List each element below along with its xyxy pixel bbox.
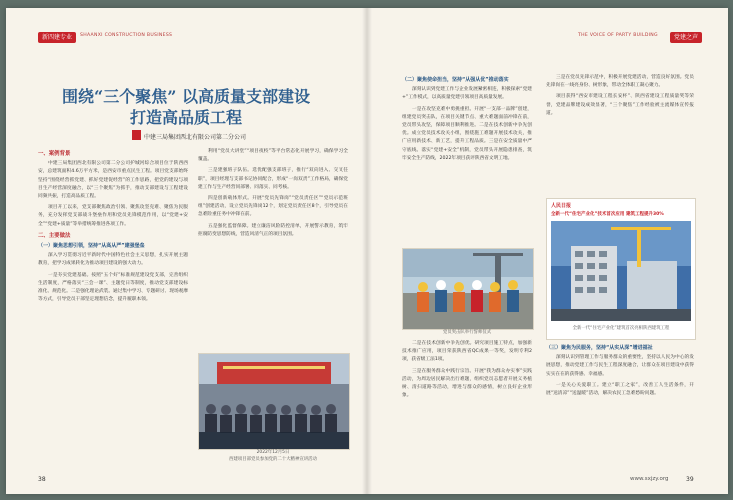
- subheading: （二）聚焦使命担当，坚持“从强从优”推动落实: [402, 77, 509, 83]
- news-caption: 全新一代“住宅产业化”建筑首次亮相陕西建筑工程: [572, 326, 670, 331]
- construction-workers-photo: [402, 248, 534, 330]
- news-headline: 全新一代“住宅产业化”技术首次应用 建筑工程提升30%: [551, 212, 664, 217]
- paragraph: 一是在攻坚克难中勇挑重担。开展“一支部一品牌”创建，组建党员突击队，在项目关键节点、重大难题面前冲锋在前，党员带头攻坚，保障项目顺利推进。二是在技术创新中争先创优。成立党员技术攻关小组，围绕施工难题开展技术攻关，推广应用新技术、新工艺，提升工程品质。三是在安全质量中严守底线。落实“党建+安全”机制，党员带头开展隐患排查，筑牢安全生产防线，2022年项目获评陕西省文明工地。: [402, 106, 532, 161]
- right-section-tag: 党建之声: [670, 32, 702, 43]
- paragraph: 利用“党员大讲堂”“项目夜校”等平台常态化开展学习，确保学习全覆盖。: [198, 149, 348, 163]
- left-page-number: 38: [38, 476, 46, 483]
- paragraph: 三是在党员先锋示范中，积极开展党建活动，营造良好氛围。党员先锋岗在一线亮身份、树形象，带动全体职工凝心聚力。: [546, 75, 694, 89]
- left-photo-caption: 西建项目部党员参加党的二十大精神宣讲活动: [229, 457, 317, 462]
- left-section-tag: 新四建专业: [38, 32, 76, 43]
- paragraph: 三是建强班子队伍。选优配强支部班子，推行“双向进入、交叉任职”，项目经理与支部书记协同配合，形成“一岗双责”工作格局，确保党建工作与生产经营同部署、同落实、同考核。: [198, 168, 348, 190]
- right-column-3: [546, 74, 694, 194]
- left-running-head: SHAANXI CONSTRUCTION BUSINESS: [80, 33, 173, 38]
- headline-line2: 打造高品质工程: [129, 108, 242, 127]
- meeting-scene: [199, 354, 349, 449]
- paragraph: 三是在服务群众中践行宗旨。开展“我为群众办实事”实践活动，为周边居民解决出行难题，组织党员志愿者开展义务植树、清扫道路等活动，增进与群众的感情，树立良好企业形象。: [402, 368, 532, 399]
- subheading: （一）聚焦思想引领，坚持“从高从严”建强堡垒: [38, 243, 145, 250]
- paragraph: 项目开工以来，党支部聚焦政治引领、聚焦攻坚克难、聚焦为民服务，充分发挥党支部战斗堡垒作用和党员先锋模范作用，以“党建+安全”“党建+质量”等举措统筹推进各项工作。: [38, 205, 188, 227]
- subheading: （三）聚焦为民服务，坚持“从实从深”增进福祉: [546, 345, 653, 351]
- paragraph: 深入学习贯彻习近平新时代中国特色社会主义思想，扎实开展主题教育，把学习成果转化为推动项目建设的强大动力。: [38, 253, 188, 267]
- paragraph: 四是创新载体形式。开展“党员先锋岗”“党员责任区”“党员示范班组”创建活动，设立党员先锋岗12个，划定党员责任区8个，引导党员在急难险重任务中冲锋在前。: [198, 196, 348, 218]
- paragraph: 项目获得“西安市建设工程长安杯”、陕西省建设工程质量奖等荣誉，党建品牌建设成效显著，“三个聚焦”工作经验被主流媒体宣传报道。: [546, 94, 694, 116]
- paragraph: 深刻认识到党建工作与企业发展紧密相连，积极探索“党建+”工作模式，以高质量党建引领项目高质量发展。: [402, 87, 532, 101]
- left-page: [6, 8, 366, 494]
- right-column-2: [402, 340, 532, 470]
- byline: 中建三局集团西北有限公司第二分公司: [144, 134, 247, 141]
- paragraph: 深刻认识到管理工作与服务群众的重要性，坚持以人民为中心的发展思想，推动党建工作与民生工程深度融合，让群众在项目建设中获得实实在在的获得感、幸福感。: [546, 355, 694, 377]
- right-photo-caption: 党员突击队举行誓师仪式: [442, 330, 492, 335]
- building-photo: [551, 221, 691, 321]
- right-running-head: THE VOICE OF PARTY BUILDING: [578, 33, 658, 38]
- subheading: 一、案例背景: [38, 151, 71, 157]
- right-column-1: [402, 74, 532, 244]
- subheading: 二、主要做法: [38, 232, 71, 239]
- paragraph: 一是夯实党建基础。按照“五个好”标准规范建设党支部，完善组织生活制度，严格落实“三会一课”、主题党日等制度，推动党支部建设标准化、规范化。二是强化理论武装。通过集中学习、专题研讨、现场观摩等方式，引导党员干部坚定理想信念，提升履职本领。: [38, 272, 189, 303]
- red-bar-icon: [132, 130, 141, 140]
- party-meeting-photo: [198, 353, 350, 450]
- left-column-2: [198, 148, 348, 333]
- paragraph: 中建三局集团西北有限公司第二分公司护城河综合项目位于陕西西安，总建筑面积4.6万平方米，是西安市重点民生工程。项目党支部始终坚持“围绕经营抓党建、抓好党建促经营”的工作思路，把党的建设与项目生产经营深度融合，以“三个聚焦”为抓手，推动支部建设与工程建设同频共振，打造高品质工程。: [38, 161, 188, 200]
- news-site-name: 人民日报: [551, 203, 572, 209]
- headline-line1: 围绕“三个聚焦” 以高质量支部建设: [62, 87, 310, 106]
- news-screenshot: [546, 198, 696, 340]
- paragraph: 五是强化监督保障。建立廉洁风险防控清单，开展警示教育，筑牢拒腐防变思想防线，营造风清气正的项目氛围。: [198, 223, 348, 237]
- paragraph: 一是关心关爱职工。建立“职工之家”，改善工人生活条件，开展“送清凉”“送温暖”活动，解决农民工急难愁盼问题。: [546, 382, 694, 397]
- right-page-number: 39: [686, 476, 694, 483]
- magazine-spread: [6, 8, 728, 494]
- right-column-3b: [546, 342, 694, 470]
- right-page: [368, 8, 728, 494]
- paragraph: 二是在技术创新中争先创优。研究项目施工特点，加强新技术推广应用，项目荣获陕西省QC成果一等奖，发明专利2项，获省级工法1项。: [402, 341, 532, 363]
- left-photo-caption-date: 2022年12月5日: [256, 450, 290, 455]
- right-url: www.sxjzy.org: [630, 476, 669, 482]
- left-column-1: [38, 148, 188, 468]
- workers-scene: [403, 249, 533, 329]
